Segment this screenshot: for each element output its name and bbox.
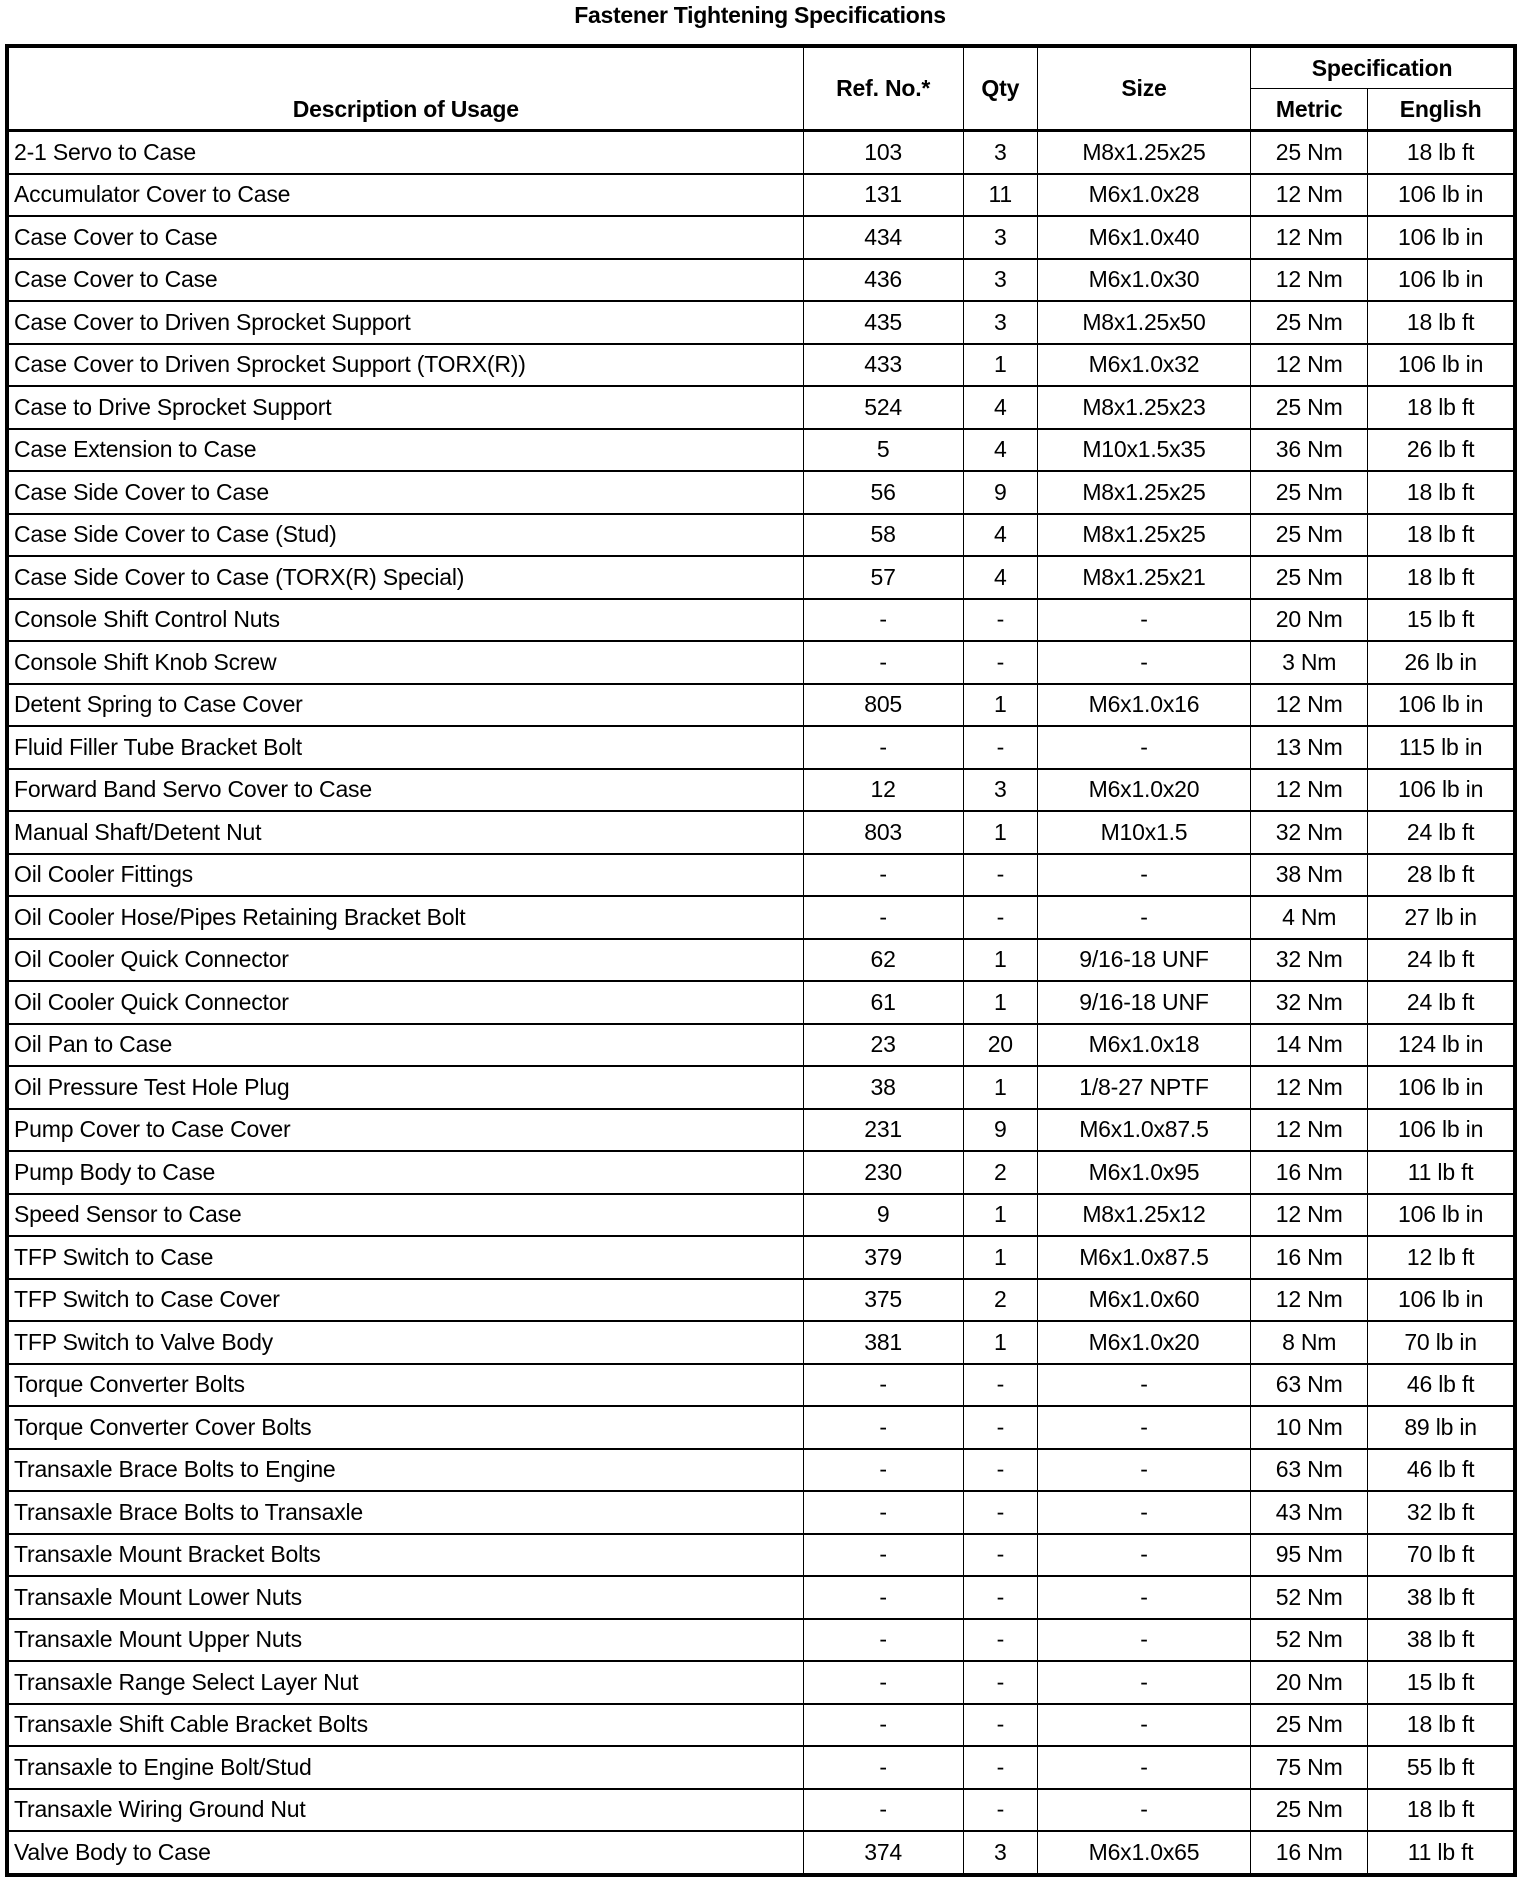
cell-metric: 4 Nm <box>1251 896 1368 939</box>
cell-description: Fluid Filler Tube Bracket Bolt <box>7 726 803 769</box>
cell-size: M6x1.0x20 <box>1037 769 1250 812</box>
table-row <box>7 216 1515 259</box>
cell-qty: 1 <box>963 811 1037 854</box>
table-row <box>7 1151 1515 1194</box>
cell-size: M6x1.0x18 <box>1037 1024 1250 1067</box>
cell-metric: 3 Nm <box>1251 641 1368 684</box>
table-row <box>7 471 1515 514</box>
cell-description: Oil Cooler Quick Connector <box>7 981 803 1024</box>
cell-english: 18 lb ft <box>1368 471 1515 514</box>
cell-description: TFP Switch to Case <box>7 1236 803 1279</box>
header-specification: Specification <box>1251 46 1515 89</box>
cell-metric: 75 Nm <box>1251 1746 1368 1789</box>
cell-qty: - <box>963 1364 1037 1407</box>
cell-size: - <box>1037 641 1250 684</box>
cell-description: 2-1 Servo to Case <box>7 131 803 174</box>
cell-qty: - <box>963 1789 1037 1832</box>
table-row <box>7 1704 1515 1747</box>
table-row <box>7 684 1515 727</box>
cell-qty: 1 <box>963 1236 1037 1279</box>
cell-english: 46 lb ft <box>1368 1449 1515 1492</box>
cell-english: 15 lb ft <box>1368 1661 1515 1704</box>
cell-description: Case Cover to Case <box>7 259 803 302</box>
table-row <box>7 1661 1515 1704</box>
cell-size: M8x1.25x25 <box>1037 514 1250 557</box>
cell-metric: 12 Nm <box>1251 259 1368 302</box>
cell-size: - <box>1037 896 1250 939</box>
page-title: Fastener Tightening Specifications <box>574 2 946 28</box>
cell-qty: - <box>963 726 1037 769</box>
cell-size: - <box>1037 854 1250 897</box>
cell-size: - <box>1037 599 1250 642</box>
cell-ref-no: 62 <box>803 939 963 982</box>
table-row <box>7 386 1515 429</box>
cell-description: Case Cover to Driven Sprocket Support <box>7 301 803 344</box>
cell-description: Transaxle Mount Upper Nuts <box>7 1619 803 1662</box>
cell-description: Detent Spring to Case Cover <box>7 684 803 727</box>
cell-metric: 14 Nm <box>1251 1024 1368 1067</box>
cell-ref-no: 131 <box>803 174 963 217</box>
table-row <box>7 1024 1515 1067</box>
cell-size: M6x1.0x28 <box>1037 174 1250 217</box>
cell-english: 18 lb ft <box>1368 1704 1515 1747</box>
table-row <box>7 769 1515 812</box>
cell-english: 18 lb ft <box>1368 514 1515 557</box>
cell-qty: 3 <box>963 301 1037 344</box>
cell-ref-no: - <box>803 1619 963 1662</box>
cell-ref-no: 103 <box>803 131 963 174</box>
cell-metric: 36 Nm <box>1251 429 1368 472</box>
cell-description: Transaxle Shift Cable Bracket Bolts <box>7 1704 803 1747</box>
cell-size: M8x1.25x12 <box>1037 1194 1250 1237</box>
cell-size: M8x1.25x21 <box>1037 556 1250 599</box>
table-row <box>7 939 1515 982</box>
cell-qty: 20 <box>963 1024 1037 1067</box>
cell-ref-no: 803 <box>803 811 963 854</box>
cell-qty: 1 <box>963 1066 1037 1109</box>
table-row <box>7 1789 1515 1832</box>
table-row <box>7 1746 1515 1789</box>
cell-metric: 8 Nm <box>1251 1321 1368 1364</box>
table-row <box>7 1831 1515 1875</box>
cell-size: - <box>1037 1449 1250 1492</box>
table-row <box>7 1194 1515 1237</box>
header-metric: Metric <box>1251 89 1368 131</box>
table-row <box>7 1321 1515 1364</box>
table-row <box>7 854 1515 897</box>
cell-qty: 2 <box>963 1279 1037 1322</box>
cell-english: 15 lb ft <box>1368 599 1515 642</box>
cell-ref-no: 433 <box>803 344 963 387</box>
cell-description: Forward Band Servo Cover to Case <box>7 769 803 812</box>
table-row <box>7 514 1515 557</box>
cell-qty: - <box>963 854 1037 897</box>
cell-size: - <box>1037 726 1250 769</box>
cell-metric: 63 Nm <box>1251 1449 1368 1492</box>
cell-size: - <box>1037 1364 1250 1407</box>
cell-qty: 1 <box>963 344 1037 387</box>
cell-ref-no: 375 <box>803 1279 963 1322</box>
cell-qty: 3 <box>963 131 1037 174</box>
cell-description: Case Extension to Case <box>7 429 803 472</box>
table-row <box>7 344 1515 387</box>
table-row <box>7 1406 1515 1449</box>
cell-english: 26 lb in <box>1368 641 1515 684</box>
cell-size: M10x1.5x35 <box>1037 429 1250 472</box>
cell-description: Case to Drive Sprocket Support <box>7 386 803 429</box>
cell-english: 106 lb in <box>1368 1066 1515 1109</box>
cell-ref-no: 12 <box>803 769 963 812</box>
cell-metric: 25 Nm <box>1251 1704 1368 1747</box>
cell-ref-no: 231 <box>803 1109 963 1152</box>
cell-ref-no: 58 <box>803 514 963 557</box>
cell-ref-no: 57 <box>803 556 963 599</box>
cell-qty: - <box>963 896 1037 939</box>
cell-qty: 11 <box>963 174 1037 217</box>
cell-ref-no: 436 <box>803 259 963 302</box>
header-english: English <box>1368 89 1515 131</box>
cell-metric: 12 Nm <box>1251 684 1368 727</box>
cell-description: Oil Cooler Fittings <box>7 854 803 897</box>
cell-ref-no: 230 <box>803 1151 963 1194</box>
cell-metric: 32 Nm <box>1251 981 1368 1024</box>
cell-qty: - <box>963 1704 1037 1747</box>
cell-size: 9/16-18 UNF <box>1037 939 1250 982</box>
table-row <box>7 174 1515 217</box>
table-row <box>7 726 1515 769</box>
cell-ref-no: 23 <box>803 1024 963 1067</box>
cell-english: 18 lb ft <box>1368 1789 1515 1832</box>
cell-qty: - <box>963 1491 1037 1534</box>
table-row <box>7 1066 1515 1109</box>
cell-qty: 1 <box>963 1194 1037 1237</box>
table-row <box>7 811 1515 854</box>
cell-ref-no: 435 <box>803 301 963 344</box>
table-row <box>7 1236 1515 1279</box>
cell-ref-no: - <box>803 1704 963 1747</box>
cell-qty: 2 <box>963 1151 1037 1194</box>
cell-size: - <box>1037 1704 1250 1747</box>
cell-qty: 3 <box>963 216 1037 259</box>
cell-qty: 3 <box>963 259 1037 302</box>
cell-metric: 12 Nm <box>1251 216 1368 259</box>
cell-metric: 12 Nm <box>1251 1109 1368 1152</box>
table-row <box>7 1534 1515 1577</box>
cell-ref-no: 5 <box>803 429 963 472</box>
cell-metric: 12 Nm <box>1251 1194 1368 1237</box>
cell-size: M6x1.0x87.5 <box>1037 1109 1250 1152</box>
cell-qty: 4 <box>963 429 1037 472</box>
cell-description: Accumulator Cover to Case <box>7 174 803 217</box>
cell-description: Oil Cooler Hose/Pipes Retaining Bracket Bolt <box>7 896 803 939</box>
cell-size: M6x1.0x20 <box>1037 1321 1250 1364</box>
cell-metric: 16 Nm <box>1251 1831 1368 1875</box>
table-row <box>7 1449 1515 1492</box>
cell-metric: 25 Nm <box>1251 1789 1368 1832</box>
cell-metric: 20 Nm <box>1251 1661 1368 1704</box>
cell-metric: 16 Nm <box>1251 1236 1368 1279</box>
cell-ref-no: - <box>803 1661 963 1704</box>
cell-description: Transaxle Brace Bolts to Transaxle <box>7 1491 803 1534</box>
cell-ref-no: 9 <box>803 1194 963 1237</box>
cell-description: Speed Sensor to Case <box>7 1194 803 1237</box>
cell-qty: 9 <box>963 1109 1037 1152</box>
cell-description: Transaxle Mount Bracket Bolts <box>7 1534 803 1577</box>
table-row <box>7 599 1515 642</box>
cell-size: - <box>1037 1746 1250 1789</box>
cell-english: 89 lb in <box>1368 1406 1515 1449</box>
table-body <box>7 131 1515 1875</box>
table-row <box>7 1364 1515 1407</box>
cell-description: Oil Pressure Test Hole Plug <box>7 1066 803 1109</box>
cell-ref-no: - <box>803 896 963 939</box>
cell-english: 24 lb ft <box>1368 939 1515 982</box>
header-qty: Qty <box>963 46 1037 131</box>
cell-english: 106 lb in <box>1368 174 1515 217</box>
cell-english: 18 lb ft <box>1368 556 1515 599</box>
cell-qty: 4 <box>963 514 1037 557</box>
cell-qty: - <box>963 599 1037 642</box>
cell-size: - <box>1037 1534 1250 1577</box>
cell-english: 106 lb in <box>1368 1194 1515 1237</box>
cell-metric: 13 Nm <box>1251 726 1368 769</box>
cell-english: 18 lb ft <box>1368 131 1515 174</box>
cell-description: Valve Body to Case <box>7 1831 803 1875</box>
cell-metric: 52 Nm <box>1251 1576 1368 1619</box>
header-ref-no: Ref. No.* <box>803 46 963 131</box>
table-row <box>7 896 1515 939</box>
cell-size: M6x1.0x32 <box>1037 344 1250 387</box>
table-row <box>7 641 1515 684</box>
cell-english: 46 lb ft <box>1368 1364 1515 1407</box>
header-description: Description of Usage <box>7 46 803 131</box>
cell-qty: 1 <box>963 684 1037 727</box>
cell-qty: - <box>963 641 1037 684</box>
cell-metric: 12 Nm <box>1251 769 1368 812</box>
cell-description: Console Shift Control Nuts <box>7 599 803 642</box>
cell-size: M8x1.25x25 <box>1037 471 1250 514</box>
cell-metric: 25 Nm <box>1251 301 1368 344</box>
cell-qty: - <box>963 1576 1037 1619</box>
cell-metric: 12 Nm <box>1251 1279 1368 1322</box>
cell-english: 18 lb ft <box>1368 386 1515 429</box>
cell-english: 115 lb in <box>1368 726 1515 769</box>
cell-description: Transaxle Range Select Layer Nut <box>7 1661 803 1704</box>
cell-ref-no: 434 <box>803 216 963 259</box>
cell-description: Torque Converter Cover Bolts <box>7 1406 803 1449</box>
cell-ref-no: - <box>803 599 963 642</box>
cell-metric: 52 Nm <box>1251 1619 1368 1662</box>
cell-metric: 25 Nm <box>1251 131 1368 174</box>
cell-english: 106 lb in <box>1368 684 1515 727</box>
cell-size: - <box>1037 1491 1250 1534</box>
cell-size: 1/8-27 NPTF <box>1037 1066 1250 1109</box>
cell-description: Transaxle Wiring Ground Nut <box>7 1789 803 1832</box>
cell-qty: - <box>963 1534 1037 1577</box>
cell-qty: 1 <box>963 1321 1037 1364</box>
cell-metric: 12 Nm <box>1251 174 1368 217</box>
cell-qty: - <box>963 1449 1037 1492</box>
cell-ref-no: - <box>803 726 963 769</box>
cell-size: M10x1.5 <box>1037 811 1250 854</box>
cell-description: Case Cover to Driven Sprocket Support (TORX(R)) <box>7 344 803 387</box>
cell-qty: 3 <box>963 1831 1037 1875</box>
cell-size: M6x1.0x30 <box>1037 259 1250 302</box>
cell-description: TFP Switch to Valve Body <box>7 1321 803 1364</box>
table-row <box>7 981 1515 1024</box>
cell-description: Pump Cover to Case Cover <box>7 1109 803 1152</box>
table-row <box>7 429 1515 472</box>
cell-ref-no: - <box>803 641 963 684</box>
cell-ref-no: - <box>803 1534 963 1577</box>
cell-english: 106 lb in <box>1368 344 1515 387</box>
cell-metric: 25 Nm <box>1251 556 1368 599</box>
cell-ref-no: - <box>803 1449 963 1492</box>
table-row <box>7 259 1515 302</box>
cell-description: Torque Converter Bolts <box>7 1364 803 1407</box>
cell-english: 106 lb in <box>1368 259 1515 302</box>
cell-qty: 9 <box>963 471 1037 514</box>
cell-size: M6x1.0x87.5 <box>1037 1236 1250 1279</box>
cell-english: 106 lb in <box>1368 1279 1515 1322</box>
cell-ref-no: 56 <box>803 471 963 514</box>
table-row <box>7 556 1515 599</box>
cell-qty: - <box>963 1746 1037 1789</box>
cell-qty: 3 <box>963 769 1037 812</box>
cell-english: 38 lb ft <box>1368 1619 1515 1662</box>
cell-ref-no: - <box>803 1406 963 1449</box>
cell-metric: 10 Nm <box>1251 1406 1368 1449</box>
cell-description: TFP Switch to Case Cover <box>7 1279 803 1322</box>
cell-description: Case Cover to Case <box>7 216 803 259</box>
cell-ref-no: 38 <box>803 1066 963 1109</box>
cell-description: Case Side Cover to Case (TORX(R) Special) <box>7 556 803 599</box>
cell-size: M6x1.0x60 <box>1037 1279 1250 1322</box>
cell-metric: 63 Nm <box>1251 1364 1368 1407</box>
cell-description: Oil Pan to Case <box>7 1024 803 1067</box>
cell-english: 32 lb ft <box>1368 1491 1515 1534</box>
cell-size: - <box>1037 1789 1250 1832</box>
cell-description: Transaxle to Engine Bolt/Stud <box>7 1746 803 1789</box>
cell-size: - <box>1037 1661 1250 1704</box>
cell-english: 11 lb ft <box>1368 1831 1515 1875</box>
cell-ref-no: 524 <box>803 386 963 429</box>
cell-qty: 1 <box>963 939 1037 982</box>
cell-description: Manual Shaft/Detent Nut <box>7 811 803 854</box>
cell-english: 28 lb ft <box>1368 854 1515 897</box>
cell-english: 38 lb ft <box>1368 1576 1515 1619</box>
cell-english: 106 lb in <box>1368 1109 1515 1152</box>
cell-english: 70 lb in <box>1368 1321 1515 1364</box>
cell-qty: 1 <box>963 981 1037 1024</box>
cell-size: M6x1.0x16 <box>1037 684 1250 727</box>
cell-english: 12 lb ft <box>1368 1236 1515 1279</box>
cell-qty: - <box>963 1406 1037 1449</box>
table-row <box>7 1279 1515 1322</box>
table-row <box>7 1576 1515 1619</box>
cell-description: Transaxle Mount Lower Nuts <box>7 1576 803 1619</box>
cell-size: M6x1.0x40 <box>1037 216 1250 259</box>
fastener-spec-table <box>5 44 1517 1877</box>
cell-english: 26 lb ft <box>1368 429 1515 472</box>
cell-description: Pump Body to Case <box>7 1151 803 1194</box>
header-size: Size <box>1037 46 1250 131</box>
cell-size: M8x1.25x25 <box>1037 131 1250 174</box>
cell-ref-no: - <box>803 1576 963 1619</box>
cell-qty: 4 <box>963 386 1037 429</box>
cell-ref-no: - <box>803 854 963 897</box>
cell-metric: 25 Nm <box>1251 471 1368 514</box>
cell-size: - <box>1037 1576 1250 1619</box>
cell-metric: 12 Nm <box>1251 344 1368 387</box>
cell-metric: 20 Nm <box>1251 599 1368 642</box>
cell-english: 24 lb ft <box>1368 811 1515 854</box>
cell-ref-no: 381 <box>803 1321 963 1364</box>
cell-ref-no: - <box>803 1789 963 1832</box>
cell-ref-no: 374 <box>803 1831 963 1875</box>
cell-description: Console Shift Knob Screw <box>7 641 803 684</box>
cell-metric: 43 Nm <box>1251 1491 1368 1534</box>
table-row <box>7 1491 1515 1534</box>
cell-english: 55 lb ft <box>1368 1746 1515 1789</box>
cell-size: - <box>1037 1406 1250 1449</box>
cell-size: M6x1.0x95 <box>1037 1151 1250 1194</box>
table-row <box>7 131 1515 174</box>
cell-ref-no: - <box>803 1746 963 1789</box>
cell-ref-no: 379 <box>803 1236 963 1279</box>
cell-size: 9/16-18 UNF <box>1037 981 1250 1024</box>
cell-english: 124 lb in <box>1368 1024 1515 1067</box>
table-row <box>7 1619 1515 1662</box>
cell-english: 11 lb ft <box>1368 1151 1515 1194</box>
cell-size: M8x1.25x23 <box>1037 386 1250 429</box>
table-row <box>7 301 1515 344</box>
cell-metric: 95 Nm <box>1251 1534 1368 1577</box>
cell-english: 24 lb ft <box>1368 981 1515 1024</box>
cell-description: Case Side Cover to Case <box>7 471 803 514</box>
cell-metric: 12 Nm <box>1251 1066 1368 1109</box>
cell-english: 70 lb ft <box>1368 1534 1515 1577</box>
cell-ref-no: - <box>803 1491 963 1534</box>
table-row <box>7 1109 1515 1152</box>
cell-english: 106 lb in <box>1368 769 1515 812</box>
cell-english: 18 lb ft <box>1368 301 1515 344</box>
cell-qty: 4 <box>963 556 1037 599</box>
cell-size: - <box>1037 1619 1250 1662</box>
cell-metric: 16 Nm <box>1251 1151 1368 1194</box>
cell-size: M6x1.0x65 <box>1037 1831 1250 1875</box>
cell-metric: 25 Nm <box>1251 386 1368 429</box>
cell-description: Case Side Cover to Case (Stud) <box>7 514 803 557</box>
cell-metric: 32 Nm <box>1251 939 1368 982</box>
cell-metric: 38 Nm <box>1251 854 1368 897</box>
cell-ref-no: 805 <box>803 684 963 727</box>
cell-qty: - <box>963 1661 1037 1704</box>
cell-metric: 25 Nm <box>1251 514 1368 557</box>
cell-english: 27 lb in <box>1368 896 1515 939</box>
cell-size: M8x1.25x50 <box>1037 301 1250 344</box>
cell-qty: - <box>963 1619 1037 1662</box>
cell-english: 106 lb in <box>1368 216 1515 259</box>
cell-ref-no: 61 <box>803 981 963 1024</box>
cell-metric: 32 Nm <box>1251 811 1368 854</box>
cell-ref-no: - <box>803 1364 963 1407</box>
cell-description: Oil Cooler Quick Connector <box>7 939 803 982</box>
cell-description: Transaxle Brace Bolts to Engine <box>7 1449 803 1492</box>
